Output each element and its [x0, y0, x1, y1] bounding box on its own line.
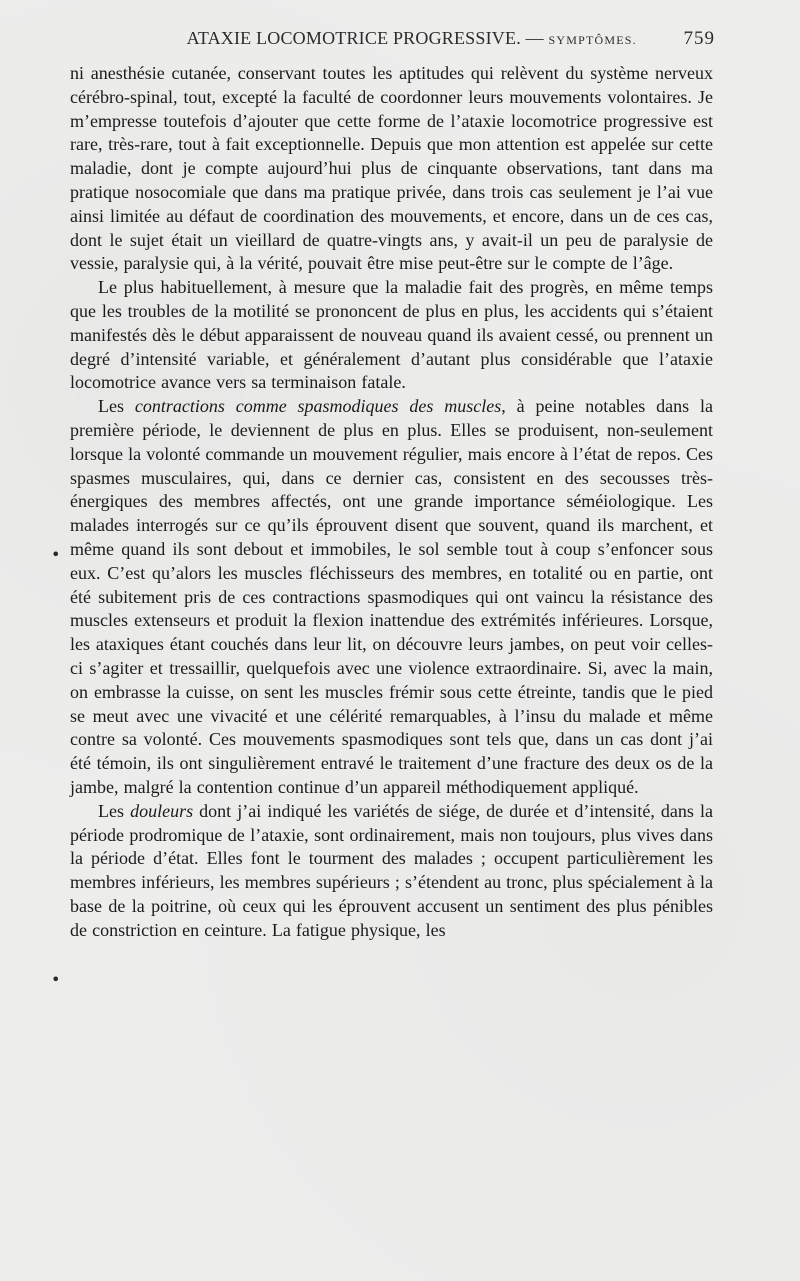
paragraph-1: ni anesthésie cutanée, conservant toutes les aptitudes qui relèvent du système nerveux cérébro-spinal, tout, excepté la faculté de coordonner leurs mouvements volontaires. Je m’empresse toutefois d’ajouter que cette forme de l’ataxie locomotrice progressive est rare, très-rare, tout à fait exceptionnelle. Depuis que mon attention est appelée sur cette maladie, dont je compte aujourd’hui plus de cinquante observations, tant dans ma pratique nosocomiale que dans ma pratique privée, dans trois cas seulement je l’ai vue ainsi limitée au défaut de coordination des mouvements, et encore, dans un de ces cas, dont le sujet était un vieillard de quatre-vingts ans, y avait-il un peu de paralysie de vessie, paralysie qui, à la vérité, pouvait être mise peut-être sur le compte de l’âge.	[70, 63, 713, 274]
paragraph-3	[70, 395, 713, 800]
running-title-main: ATAXIE LOCOMOTRICE PROGRESSIVE. —	[186, 28, 549, 48]
paragraph-3-suffix: , à peine notables dans la première période, le deviennent de plus en plus. Elles se produisent, non-seulement lorsque la volonté commande un mouvement régulier, mais encore à l’état de repos. Ces spasmes musculaires, qui, dans ce dernier cas, consistent en des secousses très-énergiques des membres affectés, ont une grande importance séméiologique. Les malades interrogés sur ce qu’ils éprouvent disent que souvent, quand ils marchent, et même quand ils sont debout et immobiles, le sol semble tout à coup s’enfoncer sous eux. C’est qu’alors les muscles fléchisseurs des membres, en totalité ou en partie, ont été subitement pris de ces contractions spasmodiques qui ont vaincu la résistance des muscles extenseurs et produit la flexion inattendue des extrémités inférieures. Lorsque, les ataxiques étant couchés dans leur lit, on découvre leurs jambes, on peut voir celles-ci s’agiter et tressaillir, quelquefois avec une violence extraordinaire. Si, avec la main, on embrasse la cuisse, on sent les muscles frémir sous cette étreinte, tandis que le pied se meut avec une vivacité et une célérité remarquables, à l’insu du malade et même contre sa volonté. Ces mouvements spasmodiques sont tels que, dans un cas dont j’ai été témoin, ils ont singulièrement entravé le traitement d’une fracture des deux os de la jambe, malgré la contention continue d’un appareil méthodiquement appliqué.	[70, 396, 714, 797]
paragraph-4-suffix: dont j’ai indiqué les variétés de siége, de durée et d’intensité, dans la période prodromique de l’ataxie, sont ordinairement, mais non toujours, plus vives dans la période d’état. Elles font le tourment des malades ; occupent particulièrement les membres inférieurs, les membres supérieurs ; s’étendent au tronc, plus spécialement à la base de la poitrine, où ceux qui les éprouvent accusent un sentiment des plus pénibles de constriction en ceinture. La fatigue physique, les	[70, 800, 713, 940]
page-header	[70, 28, 715, 58]
margin-mark-1: •	[51, 545, 61, 564]
margin-mark-2: •	[51, 970, 61, 989]
paragraph-4-italic-word: douleurs	[130, 800, 194, 821]
page-number: 759	[683, 28, 715, 49]
paragraph-2: Le plus habituellement, à mesure que la maladie fait des progrès, en même temps que les troubles de la motilité se prononcent de plus en plus, les accidents qui s’étaient manifestés dès le début apparaissent de nouveau quand ils avaient cessé, ou prennent un degré d’intensité variable, et généralement d’autant plus considérable que l’ataxie locomotrice avance vers sa terminaison fatale.	[70, 277, 713, 393]
running-title	[187, 28, 637, 49]
paragraph-3-prefix: Les	[98, 396, 135, 417]
running-title-subtitle: SYMPTÔMES.	[548, 33, 637, 47]
paragraph-3-italic-phrase: contractions comme spasmodiques des muscles	[134, 396, 502, 417]
paragraph-4-prefix: Les	[98, 800, 131, 821]
main-text	[70, 62, 713, 942]
paragraph-4	[70, 800, 713, 943]
